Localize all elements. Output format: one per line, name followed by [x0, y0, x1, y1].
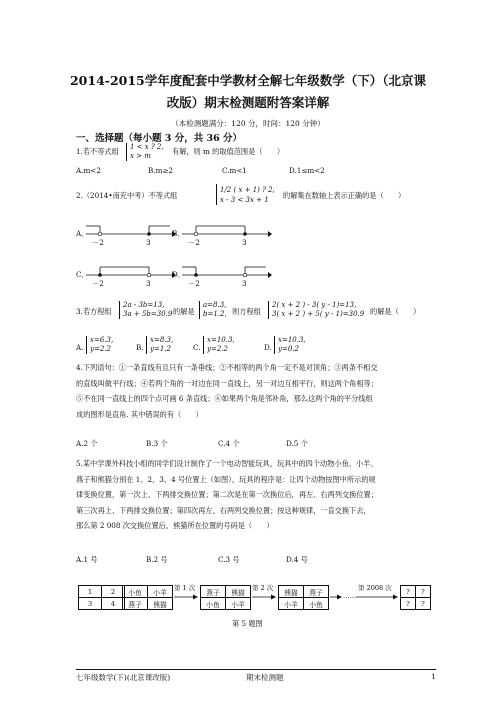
q2-tick-d-left: －2	[188, 279, 200, 288]
document-title	[60, 70, 436, 114]
q3-eq-c1: 2( x + 2 ) - 3( y - 1)=13,	[272, 301, 357, 309]
q3-system-b	[199, 301, 227, 319]
q2-stem-b: 的解集在数轴上表示正确的是（ ）	[283, 191, 406, 200]
q2-ineq-1: 1/2 ( x + 1) ? 2,	[220, 186, 275, 194]
q1-option-b: B.m≥2	[148, 166, 173, 175]
q3-stem-d: 的解是（ ）	[370, 307, 421, 316]
grid-cell: 小羊	[148, 586, 173, 598]
q3-option-b-letter: B.	[136, 343, 144, 352]
q1-stem-a: 1.若不等式组	[76, 147, 119, 156]
grid-cell: 燕子	[123, 598, 148, 610]
q5-option-b: B.2 号	[146, 555, 168, 564]
q3-eq-a1: 2a - 3b=13,	[123, 301, 165, 309]
q3-stem-a: 3.若方程组	[76, 307, 112, 316]
q2-tick-a-right: 3	[146, 238, 151, 247]
q5-option-a: A.1 号	[76, 555, 98, 564]
q5-option-d: D.4 号	[286, 555, 308, 564]
q5-grid-step1	[200, 585, 251, 610]
q5-figure-caption: 第 5 题图	[232, 619, 263, 628]
q2-tick-c-left: －2	[92, 279, 104, 288]
q4-line-1: 4.下列语句：①一条直线有且只有一条垂线；②不相等的两个角一定不是对顶角；③两条不相交	[76, 363, 378, 372]
q2-tick-d-right: 3	[242, 279, 247, 288]
q3-option-d-line2: y=0.2	[278, 345, 299, 353]
q2-label-d: D．	[172, 270, 185, 279]
q3-option-a	[86, 336, 113, 354]
grid-cell: 燕子	[201, 586, 226, 598]
title-line-2: 改版）期末检测题附答案详解	[166, 95, 330, 110]
q3-eq-b2: b=1.2,	[203, 310, 227, 318]
q2-ineq-2: x - 3 < 3x + 1	[220, 196, 269, 204]
q3-option-b	[146, 336, 173, 354]
q5-line-1: 5.某中学课外科技小组的同学们设计制作了一个电动智能玩具，玩具中的四个动物小鱼、小羊、	[76, 459, 378, 468]
q3-eq-b1: a=8.3,	[203, 301, 227, 309]
q2-tick-c-right: 3	[146, 279, 151, 288]
q5-grid-positions	[78, 585, 125, 610]
q2-system	[216, 184, 275, 205]
q3-eq-a2: 3a + 5b=30.9	[123, 310, 173, 318]
q4-line-3: ⑤不在同一直线上的四个点可画 6 条直线；⑥如果两个角是邻补角，那么这两个角的平分线组	[76, 394, 373, 404]
grid-cell: 小羊	[226, 598, 251, 610]
grid-cell: 2	[102, 586, 125, 598]
q1-option-a: A.m<2	[76, 166, 101, 175]
q1-ineq-1: 1 < x ? 2,	[130, 143, 164, 151]
q3-system-c	[268, 301, 364, 319]
q5-step2008-label: 第 2008 次	[358, 584, 392, 592]
grid-cell: 4	[102, 598, 125, 610]
q4-option-a: A.2 个	[76, 439, 98, 448]
q2-tick-b-right: 3	[242, 238, 247, 247]
q3-option-a-letter: A.	[76, 343, 84, 352]
q3-option-a-line2: y=2.2	[90, 345, 111, 353]
q3-system-a	[119, 301, 172, 319]
q4-line-4: 成的图形是直角. 其中错误的有（ ）	[76, 409, 203, 419]
grid-cell: 小鱼	[123, 586, 148, 598]
grid-cell: 熊猫	[226, 586, 251, 598]
q3-option-c-letter: C.	[193, 343, 201, 352]
grid-cell: 熊猫	[148, 598, 173, 610]
footer-test-name: 期末检测题	[246, 673, 284, 682]
q5-step1-label: 第 1 次	[174, 584, 196, 592]
grid-cell: 小羊	[279, 598, 304, 610]
footer-book: 七年级数学(下)(北京课改版)	[76, 673, 171, 682]
q3-stem-c: 则方程组	[232, 307, 261, 316]
grid-cell: 3	[79, 598, 102, 610]
arrow-icon	[252, 594, 276, 600]
q3-option-d-line1: x=10.3,	[278, 336, 306, 344]
q2-tick-a-left: －2	[92, 238, 104, 247]
page-number: 1	[431, 672, 436, 681]
page-footer	[76, 669, 436, 682]
q3-option-d	[274, 336, 306, 354]
q4-paragraph	[76, 360, 428, 422]
q3-option-a-line1: x=6.3,	[90, 336, 114, 344]
q5-grid-step2	[278, 585, 329, 610]
q2-label-b: B．	[172, 229, 185, 238]
q1-ineq-2: x > m	[130, 152, 151, 160]
grid-cell: 小鱼	[201, 598, 226, 610]
grid-cell: ?	[416, 598, 431, 610]
q5-ellipsis: ……	[343, 592, 356, 600]
q5-grid-start	[122, 585, 173, 610]
q3-option-c-line1: x=10.3,	[207, 336, 235, 344]
q5-line-2: 燕子和熊猫分别在 1、2、3、4 号位置上（如图），玩具的程序是：让四个动物按图中所示的规	[76, 474, 376, 484]
q5-line-3: 律变换位置，第一次上、下两排交换位置；第二次是在第一次换位后，再左、右两列交换位置；	[76, 490, 378, 500]
q1-option-c: C.m<1	[222, 166, 247, 175]
grid-cell: ?	[416, 586, 431, 598]
q3-option-c	[203, 336, 235, 354]
q4-option-c: C.4 个	[218, 439, 240, 448]
q3-option-c-line2: y=2.2	[207, 345, 228, 353]
q4-line-2: 的直线叫做平行线；④若两个角的一对边在同一直线上，另一对边互相平行，则这两个角相等；	[76, 378, 378, 388]
grid-cell: 小鱼	[304, 598, 329, 610]
q2-label-c: C．	[76, 270, 89, 279]
q3-option-b-line2: y=1.2	[150, 345, 171, 353]
subtitle: （本检测题满分：120 分，时间：120 分钟）	[171, 119, 325, 128]
q3-option-d-letter: D.	[264, 343, 272, 352]
grid-cell: 1	[79, 586, 102, 598]
q3-eq-c2: 3( x + 2 ) + 5( y - 1)=30.9	[272, 310, 365, 318]
arrow-icon	[330, 594, 342, 600]
grid-cell: ?	[401, 586, 416, 598]
q3-option-b-line1: x=8.3,	[150, 336, 174, 344]
q4-option-b: B.3 个	[146, 439, 168, 448]
q1-option-d: D.1≤m<2	[289, 166, 325, 175]
q1-system	[126, 143, 164, 161]
arrow-icon	[174, 594, 198, 600]
q2-label-a: A．	[76, 229, 89, 238]
q5-line-4: 第三次再上、下两排交换位置；第四次再左、右两列交换位置；按这种规律，一直交换下去，	[76, 505, 371, 515]
section-heading: 一、选择题（每小题 3 分，共 36 分）	[76, 133, 243, 144]
q2-tick-b-left: －2	[188, 238, 200, 247]
q5-step2-label: 第 2 次	[252, 584, 274, 592]
arrow-icon	[356, 594, 398, 600]
q5-paragraph	[76, 456, 428, 534]
q5-grid-unknown	[400, 585, 431, 610]
q4-option-d: D.5 个	[286, 439, 308, 448]
q5-option-c: C.3 号	[218, 555, 240, 564]
q2-stem-a: 2.（2014•南充中考）不等式组	[76, 191, 178, 200]
q1-stem-b: 有解，则 m 的取值范围是（ ）	[172, 147, 285, 156]
title-line-1: 2014-2015学年度配套中学教材全解七年级数学（下）（北京课	[69, 73, 427, 88]
grid-cell: 燕子	[304, 586, 329, 598]
q5-line-5: 那么第 2 008 次交换位置后，熊猫所在位置的号码是（ ）	[76, 521, 274, 531]
grid-cell: ?	[401, 598, 416, 610]
q3-stem-b: 的解是	[173, 307, 195, 316]
grid-cell: 熊猫	[279, 586, 304, 598]
